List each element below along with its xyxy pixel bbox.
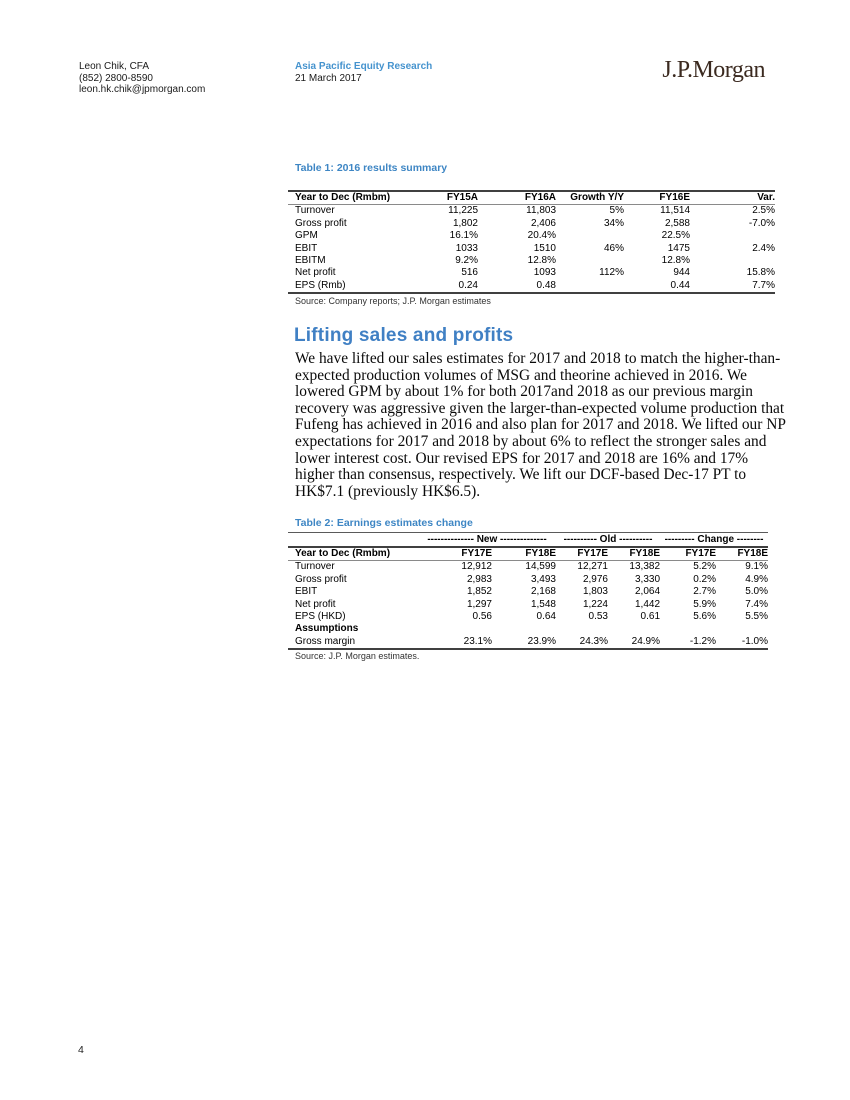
table-row [288,586,768,598]
row-label: EBITM [295,255,326,267]
cell: -7.0% [748,217,775,229]
cell: 0.61 [640,611,661,623]
cell: 11,803 [526,205,556,217]
row-label: Assumptions [295,623,359,635]
cell: 5.9% [693,598,717,610]
column-header: Year to Dec (Rmbm) [295,548,391,559]
cell: 22.5% [661,230,690,242]
jpmorgan-logo: J.P.Morgan [662,57,765,83]
row-label: EPS (HKD) [295,611,346,623]
cell [608,623,660,635]
cell: 11,225 [448,205,478,217]
cell: 1,852 [466,586,492,598]
column-header: FY18E [737,548,769,559]
column-header: Growth Y/Y [570,192,624,203]
cell: 5.2% [693,561,717,573]
cell [556,623,608,635]
cell: 12.8% [661,255,690,267]
table2-title: Table 2: Earnings estimates change [295,517,473,529]
cell: 0.64 [536,611,556,623]
cell [418,623,492,635]
cell: 2,406 [530,217,556,229]
cell: 3,330 [634,573,661,585]
cell: 5.6% [693,611,717,623]
cell [556,230,624,242]
column-header: FY18E [525,548,556,559]
column-header: FY17E [577,548,608,559]
group-header-change: --------- Change -------- [664,534,764,545]
column-header: FY17E [461,548,492,559]
cell: 2,168 [530,586,556,598]
cell: 16.1% [449,230,478,242]
table-row [288,267,775,279]
table-row [288,243,775,255]
analyst-contact-block [79,61,205,96]
cell: 7.7% [752,279,775,291]
column-header: Year to Dec (Rmbm) [295,192,391,203]
cell: 1093 [533,267,556,279]
cell: 24.3% [579,635,608,647]
table-header-row [288,547,768,561]
division-name: Asia Pacific Equity Research [295,61,433,72]
cell: 1,803 [582,586,608,598]
column-header: Var. [757,192,775,203]
cell: 1,442 [634,598,661,610]
column-header: FY16E [659,192,690,203]
cell: 3,493 [530,573,556,585]
cell: 0.2% [693,573,717,585]
page-number: 4 [78,1044,84,1056]
cell: 2.5% [752,205,775,217]
row-label: Net profit [295,267,336,279]
publication-date: 21 March 2017 [295,72,362,84]
cell: 1,548 [530,598,556,610]
cell: -1.2% [689,635,717,647]
column-header: FY18E [629,548,661,559]
table1-title: Table 1: 2016 results summary [295,162,448,174]
table-row [288,205,775,218]
table-row [288,599,768,611]
cell: 14,599 [525,561,556,573]
cell: 0.48 [536,279,556,291]
row-label: Net profit [295,598,336,610]
cell [492,623,556,635]
cell: 1,297 [466,598,492,610]
group-header-new: -------------- New -------------- [427,534,547,545]
column-header: FY15A [446,192,478,203]
cell: 1475 [667,242,690,254]
earnings-estimates-table [288,532,768,650]
row-label: EBIT [295,242,318,254]
table-row [288,280,775,293]
row-label: EPS (Rmb) [295,279,346,291]
cell: 0.24 [458,279,478,291]
table-row [288,636,768,649]
column-header: FY16A [524,192,556,203]
cell: -1.0% [741,635,769,647]
table-row [288,623,768,635]
cell: 1033 [455,242,478,254]
cell: 0.53 [588,611,608,623]
cell: 0.44 [670,279,690,291]
cell: 1,802 [452,217,478,229]
section-heading: Lifting sales and profits [294,325,514,346]
row-label: Gross margin [295,635,356,647]
cell [690,230,775,242]
cell: 34% [603,217,624,229]
table-group-header-row [288,533,768,548]
table-row [288,218,775,230]
row-label: Gross profit [295,573,347,585]
cell [660,623,716,635]
analyst-name: Leon Chik, CFA [79,61,150,72]
table1-source: Source: Company reports; J.P. Morgan estimates [295,296,491,306]
cell: 4.9% [745,573,769,585]
cell [556,255,624,267]
cell: 7.4% [745,598,769,610]
analyst-email: leon.hk.chik@jpmorgan.com [79,84,206,96]
publication-block [295,61,432,84]
cell: 5% [609,205,624,217]
cell: 46% [603,242,624,254]
cell: 2,588 [664,217,690,229]
cell: 5.5% [745,611,769,623]
table-row [288,611,768,623]
cell: 2.7% [693,586,717,598]
group-header-old: ---------- Old ---------- [563,534,653,545]
cell: 5.0% [745,586,769,598]
section-body: We have lifted our sales estimates for 2017 and 2018 to match the higher-than-expected production volumes of MSG and theorine achieved in 2016. We lowered GPM by about 1% for both 2017and 2018 as our previous margin recovery was aggressive given the larger-than-expected volume production that Fufeng has achieved in 2016 and also plan for 2017 and 2018. We lifted our NP expectations for 2017 and 2018 by about 6% to reflect the stronger sales and lower interest cost. Our revised EPS for 2017 and 2018 are 16% and 17% higher than consensus, respectively. We lift our DCF-based Dec-17 PT to HK$7.1 (previously HK$6.5). [295,350,786,500]
cell: 944 [673,267,690,279]
row-label: EBIT [295,586,318,598]
row-label: Turnover [295,561,335,573]
row-label: Gross profit [295,217,347,229]
cell: 9.1% [745,561,769,573]
cell: 12.8% [527,255,556,267]
cell: 15.8% [746,267,775,279]
cell: 11,514 [660,205,690,217]
cell: 516 [461,267,478,279]
cell [690,255,775,267]
cell: 112% [599,267,624,279]
table-row [288,574,768,586]
table-row [288,230,775,242]
table-header-row [288,191,775,205]
row-label: GPM [295,230,318,242]
results-summary-table [288,190,775,294]
cell [716,623,768,635]
cell: 20.4% [527,230,556,242]
cell [288,533,418,548]
table-row [288,561,768,574]
cell: 0.56 [472,611,492,623]
cell: 2.4% [752,242,775,254]
cell: 24.9% [631,635,661,647]
cell: 2,976 [582,573,608,585]
column-header: FY17E [685,548,717,559]
cell: 13,382 [629,561,661,573]
cell: 1,224 [582,598,608,610]
cell: 2,983 [466,573,492,585]
cell: 1510 [533,242,556,254]
analyst-phone: (852) 2800-8590 [79,72,153,84]
table2-source: Source: J.P. Morgan estimates. [295,651,420,661]
cell: 23.1% [463,635,492,647]
cell [556,280,624,293]
cell: 9.2% [455,255,478,267]
cell: 12,912 [461,561,492,573]
cell: 23.9% [527,635,556,647]
table-row [288,255,775,267]
row-label: Turnover [295,205,335,217]
cell: 2,064 [634,586,661,598]
cell: 12,271 [577,561,608,573]
